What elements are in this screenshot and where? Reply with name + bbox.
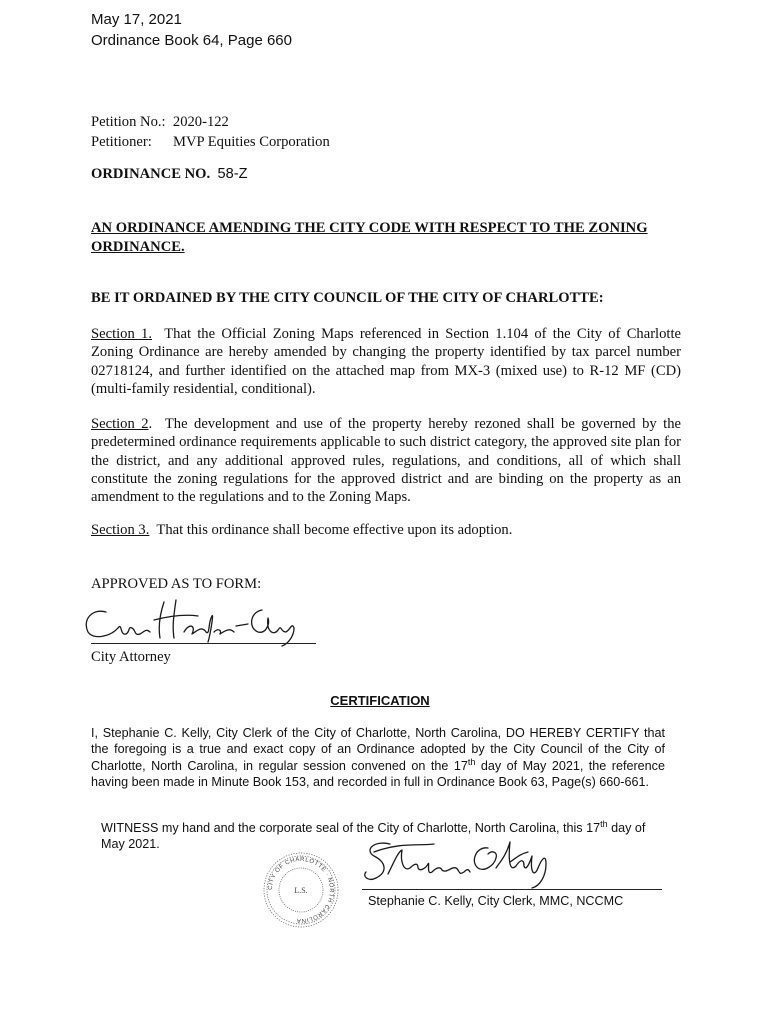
petitioner-row <box>91 132 330 152</box>
petition-number-value: 2020-122 <box>172 114 229 130</box>
city-clerk-signature-line <box>362 889 662 890</box>
ordinance-title: AN ORDINANCE AMENDING THE CITY CODE WITH RESPECT TO THE ZONING ORDINANCE. <box>91 220 648 255</box>
seal-ring-text: CITY OF CHARLOTTE · NORTH CAROLINA <box>267 856 335 924</box>
city-clerk-signature <box>360 832 560 892</box>
approved-as-to-form-label: APPROVED AS TO FORM: <box>91 576 262 592</box>
section-3-text: That this ordinance shall become effective upon its adoption. <box>156 522 513 538</box>
certification-heading: CERTIFICATION <box>330 693 430 708</box>
section-2: Section 2. The development and use of the property hereby rezoned shall be governed by the predetermined ordinance requirements applicable to such district category, the approved site plan for the district, and any additional approved rules, regulations, and conditions, all of which shall constitute the zoning regulations for the approved district and are binding on the property as an amendment to the regulations and to the Zoning Maps. <box>91 416 681 506</box>
certification-text <box>91 725 665 790</box>
city-attorney-title: City Attorney <box>91 649 171 665</box>
section-1-text: That the Official Zoning Maps referenced in Section 1.104 of the City of Charlotte Zoning Ordinance are hereby amended by changing the property identified by tax parcel number 02718124, and further identified on the attached map from MX-3 (mixed use) to R-12 MF (CD) (multi-family residential, conditional). <box>91 326 681 397</box>
certification-text-part-2: day of May 2021, the reference having been made in Minute Book 153, and recorded in full in Ordinance Book 63, Page(s) 660-661. <box>91 758 665 789</box>
witness-text-part-1: WITNESS my hand and the corporate seal of the City of Charlotte, North Carolina, this 17 <box>101 821 601 835</box>
section-3 <box>91 521 681 539</box>
city-attorney-signature <box>80 592 300 648</box>
certification-superscript: th <box>467 756 476 767</box>
petition-block <box>91 112 330 152</box>
seal-center-text: L.S. <box>294 886 308 895</box>
certification-text-part-1: I, Stephanie C. Kelly, City Clerk of the City of Charlotte, North Carolina, DO HEREBY CERTIFY that the foregoing is a true and exact copy of an Ordinance adopted by the City Council of the City of Charlotte, North Carolina, in regular session convened on the 17 <box>91 726 665 773</box>
ordinance-number-label: ORDINANCE NO. <box>91 166 211 182</box>
petition-number-row <box>91 112 330 132</box>
ordinance-number-value: 58-Z <box>217 166 248 182</box>
section-3-heading: Section 3. <box>91 522 150 538</box>
ordinance-preamble: BE IT ORDAINED BY THE CITY COUNCIL OF THE CITY OF CHARLOTTE: <box>91 290 604 306</box>
document-date: May 17, 2021 <box>91 11 182 28</box>
section-2-heading: Section 2 <box>91 416 149 432</box>
section-1 <box>91 325 681 398</box>
petition-number-label: Petition No.: <box>91 114 166 130</box>
witness-text-part-2: day of May 2021. <box>101 821 646 852</box>
petitioner-label: Petitioner: <box>91 134 152 150</box>
petitioner-value: MVP Equities Corporation <box>173 134 330 150</box>
ordinance-number-row <box>91 164 248 184</box>
witness-superscript: th <box>600 818 608 829</box>
section-2-text: The development and use of the property hereby rezoned shall be governed by the predetermined ordinance requirements applicable to such district category, the approved site plan for the district, and any additional approved rules, regulations, and conditions, all of which shall constitute the zoning regulations for the approved district and are binding on the property as an amendment to the regulations and to the Zoning Maps. <box>91 416 681 506</box>
city-seal-icon <box>258 850 344 930</box>
section-1-heading: Section 1. <box>91 326 152 342</box>
book-reference: Ordinance Book 64, Page 660 <box>91 32 292 49</box>
city-attorney-signature-line <box>91 643 316 644</box>
city-clerk-title: Stephanie C. Kelly, City Clerk, MMC, NCCMC <box>368 894 624 908</box>
